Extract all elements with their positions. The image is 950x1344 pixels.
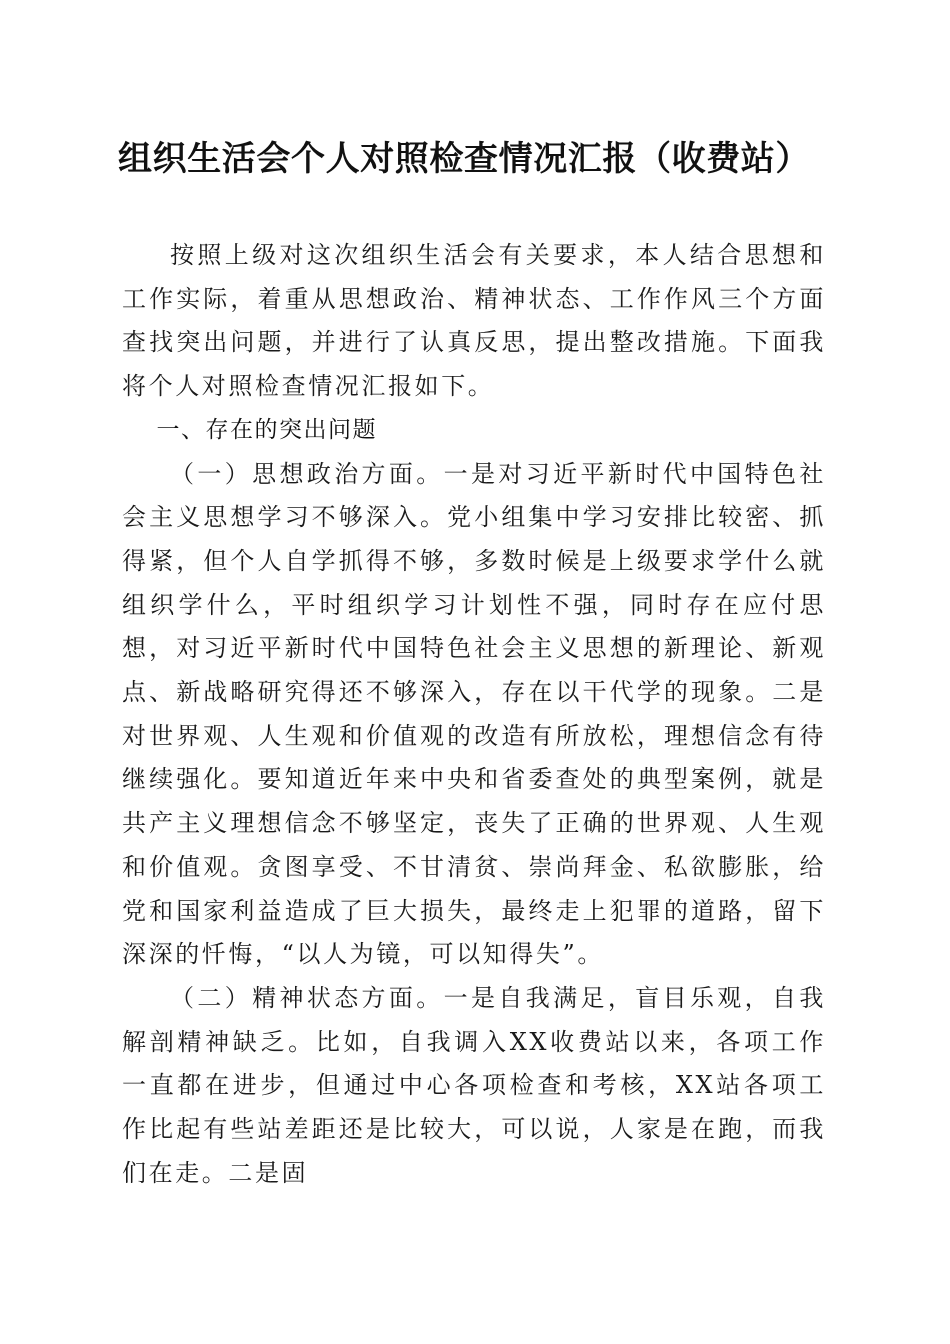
section-heading-problems: 一、存在的突出问题	[156, 416, 377, 443]
intro-paragraph: 按照上级对这次组织生活会有关要求，本人结合思想和工作实际，着重从思想政治、精神状态、工作作风三个方面查找突出问题，并进行了认真反思，提出整改措施。下面我将个人对照检查情况汇报如下。	[122, 241, 826, 401]
document-title: 组织生活会个人对照检查情况汇报（收费站）	[118, 139, 810, 179]
paragraph-lead-political-thought: （一）思想政治方面。	[170, 459, 444, 488]
paragraph-text-political-thought: 一是对习近平新时代中国特色社会主义思想学习不够深入。党小组集中学习安排比较密、抓得紧，但个人自学抓得不够，多数时候是上级要求学什么就组织学什么，平时组织学习计划性不强，同时存在应付思想，对习近平新时代中国特色社会主义思想的新理论、新观点、新战略研究得还不够深入，存在以干代学的现象。二是对世界观、人生观和价值观的改造有所放松，理想信念有待继续强化。要知道近年来中央和省委查处的典型案例，就是共产主义理想信念不够坚定，丧失了正确的世界观、人生观和价值观。贪图享受、不甘清贫、崇尚拜金、私欲膨胀，给党和国家利益造成了巨大损失，最终走上犯罪的道路，留下深深的忏悔，“以人为镜，可以知得失”。	[122, 459, 826, 969]
paragraph-political-thought	[122, 453, 826, 977]
paragraph-text-mental-state: 一是自我满足，盲目乐观，自我解剖精神缺乏。比如，自我调入XX收费站以来，各项工作一直都在进步，但通过中心各项检查和考核，XX站各项工作比起有些站差距还是比较大，可以说，人家是在跑，而我们在走。二是固	[122, 983, 826, 1187]
paragraph-mental-state	[122, 977, 826, 1196]
document-body	[122, 234, 826, 1195]
paragraph-lead-mental-state: （二）精神状态方面。	[170, 983, 444, 1012]
